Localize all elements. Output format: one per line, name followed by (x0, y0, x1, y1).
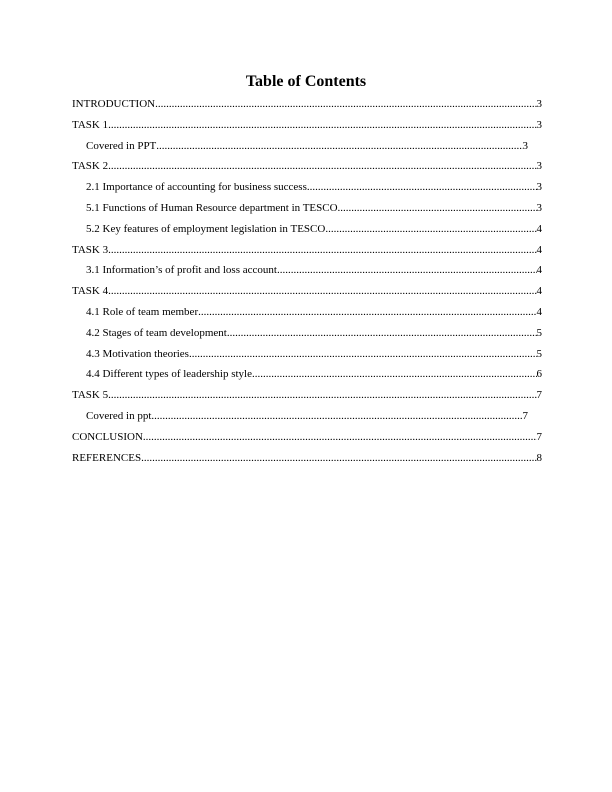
toc-entry-5-2[interactable] (72, 223, 542, 244)
toc-dot-leader (141, 452, 536, 465)
toc-entry-page: 7 (522, 409, 528, 422)
toc-entry-references[interactable] (72, 452, 542, 473)
toc-entry-4-3[interactable] (72, 348, 542, 369)
toc-entry-label: 4.3 Motivation theories (86, 347, 189, 360)
toc-dot-leader (307, 181, 537, 194)
toc-entry-conclusion[interactable] (72, 431, 542, 452)
toc-dot-leader (143, 431, 537, 444)
toc-entry-label: Covered in ppt (86, 409, 152, 422)
toc-entry-page: 3 (522, 139, 528, 152)
toc-dot-leader (108, 119, 536, 132)
toc-entry-5-1[interactable] (72, 202, 542, 223)
toc-entry-label: Covered in PPT (86, 139, 157, 152)
toc-entry-task-3[interactable] (72, 244, 542, 265)
toc-entry-page: 7 (536, 430, 542, 443)
toc-entry-task-5[interactable] (72, 389, 542, 410)
toc-title: Table of Contents (245, 73, 367, 90)
toc-dot-leader (108, 389, 536, 402)
toc-entry-page: 5 (536, 347, 542, 360)
toc-entry-4-4[interactable] (72, 368, 542, 389)
toc-entry-page: 3 (536, 201, 542, 214)
toc-entry-page: 6 (536, 368, 542, 381)
toc-entry-4-1[interactable] (72, 306, 542, 327)
toc-entry-covered-in-ppt-2[interactable] (72, 410, 528, 431)
toc-entry-label: CONCLUSION (72, 430, 143, 443)
toc-entry-label: TASK 1 (72, 118, 109, 131)
toc-dot-leader (198, 306, 536, 319)
toc-dot-leader (155, 98, 536, 111)
toc-entry-page: 4 (536, 285, 542, 298)
toc-dot-leader (156, 140, 522, 153)
toc-entry-page: 4 (536, 243, 542, 256)
toc-entry-label: REFERENCES (72, 451, 142, 464)
toc-entry-label: 3.1 Information’s of profit and loss account (86, 264, 277, 277)
toc-entry-task-2[interactable] (72, 160, 542, 181)
toc-dot-leader (108, 285, 536, 298)
toc-entry-label: TASK 2 (72, 160, 109, 173)
toc-list (72, 98, 542, 472)
toc-entry-page: 3 (536, 181, 542, 194)
toc-dot-leader (277, 264, 537, 277)
toc-dot-leader (338, 202, 537, 215)
toc-dot-leader (151, 410, 522, 423)
toc-entry-task-4[interactable] (72, 285, 542, 306)
toc-entry-page: 3 (536, 118, 542, 131)
toc-entry-label: TASK 3 (72, 243, 109, 256)
toc-entry-label: 5.1 Functions of Human Resource department in TESCO (86, 201, 338, 214)
toc-entry-2-1[interactable] (72, 181, 542, 202)
toc-entry-page: 5 (536, 326, 542, 339)
toc-dot-leader (252, 368, 537, 381)
toc-dot-leader (189, 348, 537, 361)
toc-entry-introduction[interactable] (72, 98, 542, 119)
toc-entry-label: INTRODUCTION (72, 98, 156, 110)
toc-entry-label: TASK 4 (72, 285, 109, 298)
toc-entry-page: 3 (536, 98, 542, 110)
toc-entry-4-2[interactable] (72, 327, 542, 348)
toc-dot-leader (108, 160, 536, 173)
toc-dot-leader (108, 244, 536, 257)
toc-entry-3-1[interactable] (72, 264, 542, 285)
toc-entry-label: 5.2 Key features of employment legislation in TESCO (86, 222, 326, 235)
toc-entry-label: 4.1 Role of team member (86, 305, 199, 318)
toc-entry-covered-in-ppt[interactable] (72, 140, 528, 161)
toc-entry-page: 4 (536, 305, 542, 318)
toc-entry-page: 3 (536, 160, 542, 173)
toc-entry-label: 4.4 Different types of leadership style (86, 368, 252, 381)
toc-entry-page: 8 (536, 451, 542, 464)
toc-entry-task-1[interactable] (72, 119, 542, 140)
toc-entry-label: 4.2 Stages of team development (86, 326, 227, 339)
toc-entry-label: TASK 5 (72, 389, 109, 402)
toc-dot-leader (325, 223, 536, 236)
toc-entry-page: 7 (536, 389, 542, 402)
toc-entry-page: 4 (536, 222, 542, 235)
toc-entry-label: 2.1 Importance of accounting for business success (86, 181, 307, 194)
toc-dot-leader (227, 327, 537, 340)
toc-entry-page: 4 (536, 264, 542, 277)
